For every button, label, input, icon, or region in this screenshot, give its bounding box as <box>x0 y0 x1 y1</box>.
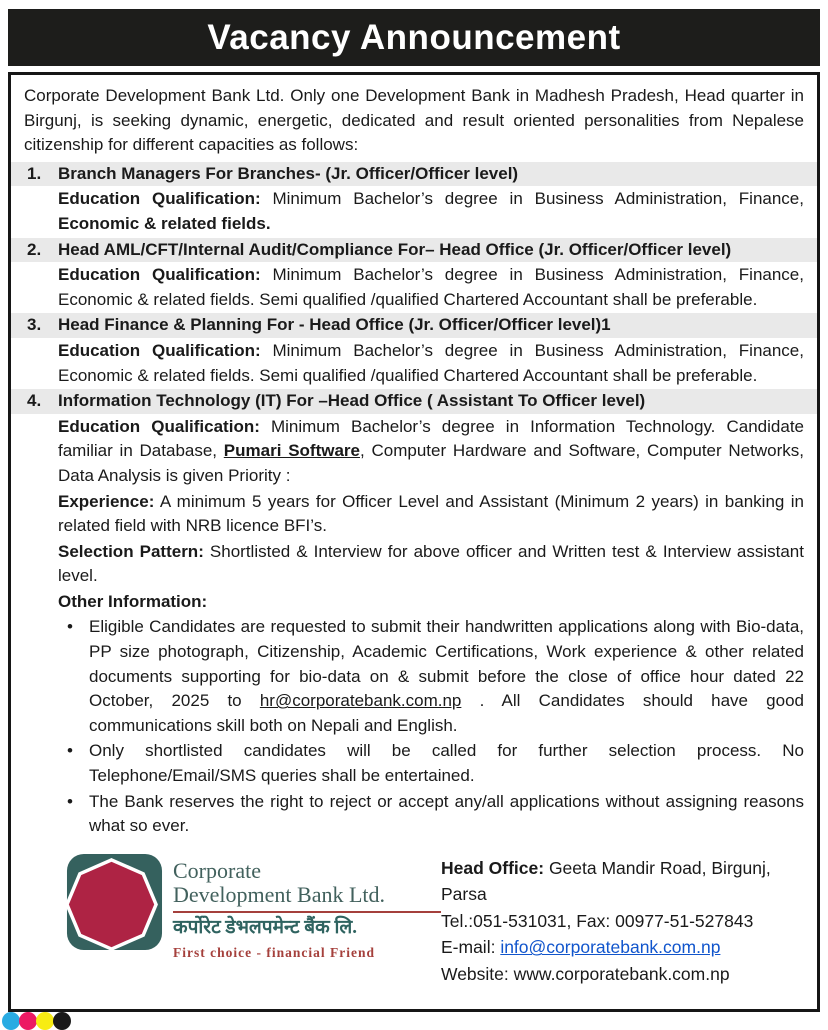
bank-name-line1: Corporate <box>173 857 261 883</box>
bullet-text: . All Candidates should have good communications skill both on Nepali and English. <box>89 691 804 735</box>
website-label: Website: <box>441 963 514 984</box>
contact-info <box>441 853 799 988</box>
intro-paragraph: Corporate Development Bank Ltd. Only one Development Bank in Madhesh Pradesh, Head quarter in Birgunj, is seeking dynamic, energetic, dedicated and result oriented personalities from Nepalese citizenship for different capacities as follows: <box>24 86 804 155</box>
position-title: Head AML/CFT/Internal Audit/Compliance For– Head Office (Jr. Officer/Officer level) <box>58 239 732 259</box>
other-information-list <box>58 615 804 838</box>
head-office-label: Head Office: <box>441 857 545 878</box>
education-label: Education Qualification: <box>58 340 261 360</box>
position-item-3 <box>11 313 817 388</box>
education-text: Minimum Bachelor’s degree in Business Administration, Finance, <box>260 189 804 209</box>
cmyk-magenta-dot <box>19 1012 37 1030</box>
position-number: 4. <box>27 391 42 411</box>
bank-name-line2: Development Bank Ltd. <box>173 881 386 907</box>
head-office-address: Geeta Mandir Road, Birgunj, Parsa <box>441 857 771 905</box>
experience-text: A minimum 5 years for Officer Level and Assistant (Minimum 2 years) in banking in related field with NRB licence BFI’s. <box>58 491 804 536</box>
education-bold-tail: Economic & related fields. <box>58 213 271 233</box>
selection-pattern-text: Shortlisted & Interview for above officer and Written test & Interview assistant level. <box>58 541 804 586</box>
cmyk-black-dot <box>53 1012 71 1030</box>
list-item <box>58 615 804 738</box>
education-text: Minimum Bachelor’s degree in Business Administration, Finance, Economic & related fields. Semi qualified /qualified Chartered Accountant shall be preferable. <box>58 340 804 385</box>
tel-fax-line: Tel.:051-531031, Fax: 00977-51-527843 <box>441 910 754 931</box>
footer <box>65 853 799 988</box>
other-information-label: Other Information: <box>58 591 208 611</box>
position-item-1 <box>11 162 817 237</box>
position-3-education <box>58 339 804 388</box>
education-text: Minimum Bachelor’s degree in Information Technology. Candidate familiar in Database, <box>58 416 804 461</box>
list-item: • Only shortlisted candidates will be called for further selection process. No Telephone/Email/SMS queries shall be entertained. <box>58 739 804 788</box>
cmyk-cyan-dot <box>2 1012 20 1030</box>
position-title: Information Technology (IT) For –Head Office ( Assistant To Officer level) <box>58 391 646 411</box>
email-line <box>441 934 799 961</box>
position-2-header <box>11 238 817 263</box>
bank-name-nepali: कर्पोरेट डेभलपमेन्ट बैंक लि. <box>173 916 357 938</box>
pumari-software-highlight: Pumari Software <box>223 441 360 461</box>
position-item-2 <box>11 238 817 313</box>
website-line <box>441 961 799 988</box>
page-title: Vacancy Announcement <box>207 17 621 57</box>
position-item-4 <box>11 389 817 614</box>
position-3-header <box>11 313 817 338</box>
position-4-header <box>11 389 817 414</box>
hr-email-link[interactable]: hr@corporatebank.com.np <box>259 691 462 711</box>
education-text: , Computer Hardware and Software, Computer Networks, Data Analysis is given Priority : <box>58 441 804 485</box>
education-label: Education Qualification: <box>58 265 261 285</box>
education-label: Education Qualification: <box>58 416 260 436</box>
bank-logo <box>65 853 441 966</box>
position-4-education <box>58 415 804 489</box>
position-2-education <box>58 263 804 312</box>
brand-divider <box>173 911 441 913</box>
position-number: 1. <box>27 163 42 183</box>
education-text: Minimum Bachelor’s degree in Business Administration, Finance, Economic & related fields. Semi qualified /qualified Chartered Accountant shall be preferable. <box>58 265 804 309</box>
website-url: www.corporatebank.com.np <box>513 963 730 984</box>
head-office-line <box>441 855 799 908</box>
position-title: Head Finance & Planning For - Head Office (Jr. Officer/Officer level)1 <box>58 315 611 335</box>
content-box <box>8 72 820 1012</box>
bank-tagline: First choice - financial Friend <box>173 944 375 960</box>
title-bar <box>8 9 820 66</box>
position-1-header <box>11 162 817 187</box>
selection-pattern-label: Selection Pattern: <box>58 541 204 561</box>
position-number: 2. <box>27 239 42 259</box>
position-4-experience <box>58 490 804 539</box>
position-title: Branch Managers For Branches- (Jr. Officer/Officer level) <box>58 163 519 183</box>
position-number: 3. <box>27 315 42 335</box>
list-item: • The Bank reserves the right to reject or accept any/all applications without assigning reasons what so ever. <box>58 790 804 839</box>
info-email-link[interactable]: info@corporatebank.com.np <box>500 937 721 958</box>
bank-logo-icon <box>65 853 164 952</box>
position-1-education <box>58 187 804 236</box>
education-label: Education Qualification: <box>58 189 261 209</box>
experience-label: Experience: <box>58 491 155 511</box>
bank-brand-text <box>173 853 441 966</box>
bullet-text: Eligible Candidates are requested to submit their handwritten applications along with Bio-data, PP size photograph, Citizenship, Academic Certifications, Work experience & other related documents supporting for bio-data on & submit before the close of office hour dated 22 October, 2025 to <box>89 617 804 711</box>
cmyk-yellow-dot <box>36 1012 54 1030</box>
position-4-selection-pattern <box>58 540 804 589</box>
email-label: E-mail: <box>441 937 501 958</box>
